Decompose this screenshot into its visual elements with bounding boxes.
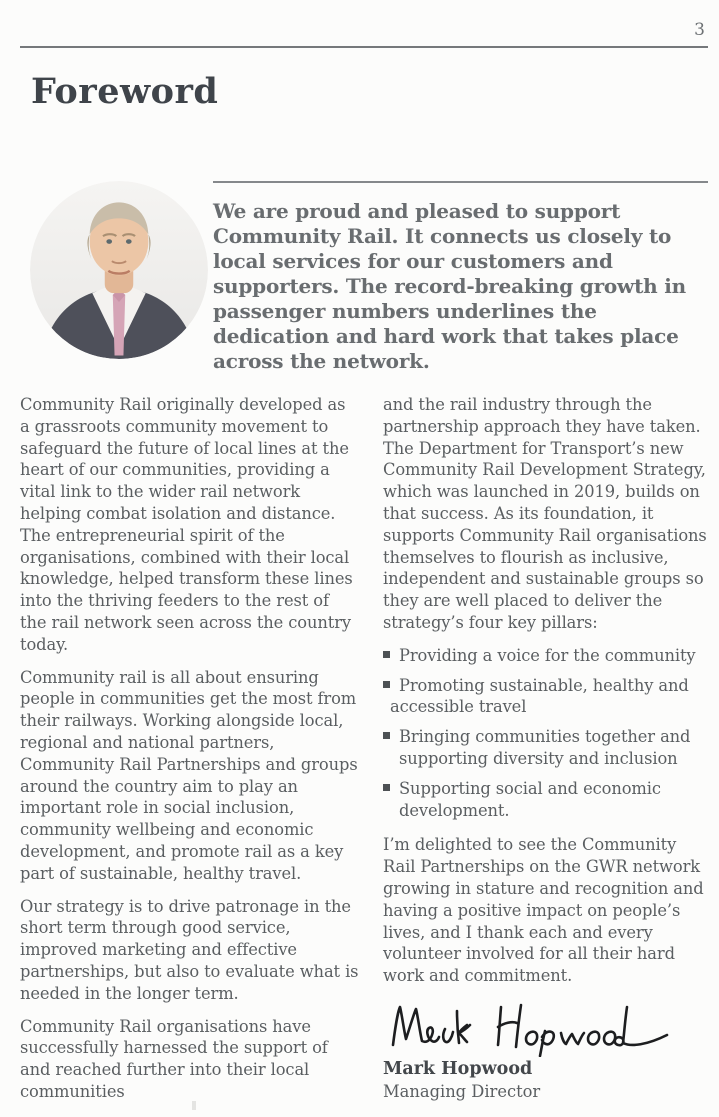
page-number: 3	[694, 20, 705, 40]
intro-section	[20, 181, 708, 374]
list-item	[383, 778, 708, 822]
square-bullet-icon	[383, 732, 390, 739]
paragraph: and the rail industry through the partnership approach they have taken. The Department for Transport’s new Community Rail Development Strategy, which was launched in 2019, builds on that success. As its foundation, it supports Community Rail organisations themselves to flourish as inclusive, independent and sustainable groups so they are well placed to deliver the strategy’s four key pillars:	[383, 395, 707, 632]
square-bullet-icon	[383, 651, 390, 658]
paragraph: Our strategy is to drive patronage in the short term through good service, improved marketing and effective partnerships, but also to evaluate what is needed in the longer term.	[20, 896, 359, 1003]
paragraph: Community Rail organisations have successfully harnessed the support of and reached further into their local communities	[20, 1016, 328, 1101]
pull-quote: We are proud and pleased to support Community Rail. It connects us closely to local services for our customers and supporters. The record-breaking growth in passenger numbers underlines the dedication and hard work that takes place across the network.	[213, 181, 708, 374]
signatory-role: Managing Director	[383, 1081, 541, 1101]
portrait-photo	[30, 181, 208, 359]
key-pillars-list	[383, 645, 708, 822]
signature-mark-hopwood-icon	[385, 999, 675, 1057]
portrait-avatar-illustration	[30, 181, 208, 359]
square-bullet-icon	[383, 681, 390, 688]
list-item-text: Promoting sustainable, healthy and accessible travel	[390, 675, 689, 717]
list-item-text: Providing a voice for the community	[399, 645, 696, 665]
header-rule	[20, 46, 708, 48]
paragraph: Community Rail originally developed as a grassroots community movement to safeguard the future of local lines at the heart of our communities, providing a vital link to the wider rail network helping combat isolation and distance. The entrepreneurial spirit of the organisations, combined with their local knowledge, helped transform these lines into the thriving feeders to the rest of the rail network seen across the country today.	[20, 395, 353, 654]
left-column	[20, 394, 360, 1103]
list-item-text: Supporting social and economic development.	[399, 778, 661, 820]
signature-block	[383, 999, 708, 1101]
list-item	[383, 726, 708, 770]
paragraph: I’m delighted to see the Community Rail Partnerships on the GWR network growing in stature and recognition and having a positive impact on people’s lives, and I thank each and every volunteer involved for all their hard work and commitment.	[383, 835, 704, 986]
right-column	[383, 394, 708, 1103]
body-columns	[20, 394, 708, 1103]
scan-artifact	[192, 1101, 196, 1110]
list-item	[383, 645, 708, 667]
list-item-text: Bringing communities together and supporting diversity and inclusion	[399, 727, 691, 768]
paragraph: Community rail is all about ensuring people in communities get the most from their railways. Working alongside local, regional and national partners, Community Rail Partnerships and groups around the country aim to play an important role in social inclusion, community wellbeing and economic development, and promote rail as a key part of sustainable, healthy travel.	[20, 667, 358, 883]
list-item	[383, 675, 708, 719]
page-title: Foreword	[31, 71, 219, 112]
signatory-name: Mark Hopwood	[383, 1058, 533, 1079]
square-bullet-icon	[383, 784, 390, 791]
